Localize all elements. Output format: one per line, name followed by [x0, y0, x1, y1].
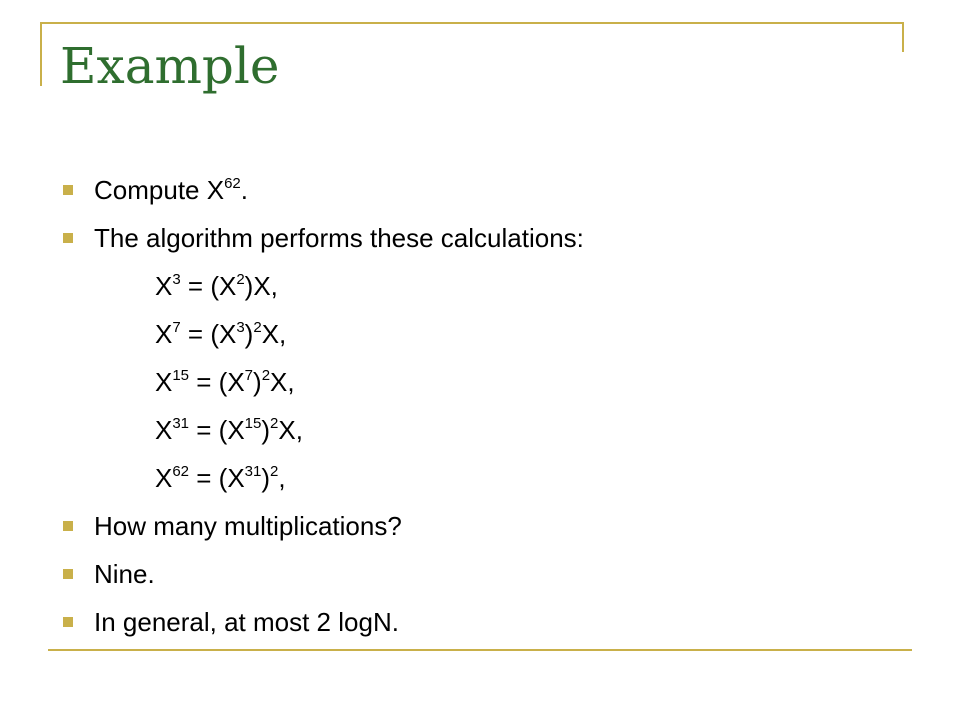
- formula-term: X: [155, 367, 173, 397]
- formula-line-3: [60, 358, 920, 406]
- exponent: 2: [270, 415, 279, 432]
- exponent: 62: [172, 463, 190, 480]
- bullet-how-many: [60, 502, 920, 550]
- frame-bottom-rule: [48, 649, 912, 651]
- exponent: 7: [244, 367, 254, 384]
- bullet-general: [60, 598, 920, 646]
- formula-term: ,: [278, 463, 286, 493]
- formula-line-2: [60, 310, 920, 358]
- frame-right-rule: [902, 22, 904, 52]
- formula-term: X,: [278, 415, 303, 445]
- formula-term: ): [253, 367, 262, 397]
- formula-term: X: [155, 319, 173, 349]
- bullet-square-icon: [63, 233, 73, 243]
- frame-left-rule: [40, 22, 42, 86]
- formula-term: = (X: [180, 271, 237, 301]
- formula-term: ): [261, 463, 271, 493]
- bullet-square-icon: [63, 617, 73, 627]
- slide-title: Example: [60, 37, 280, 95]
- bullet-text: Compute X: [94, 175, 225, 205]
- formula-term: = (X: [189, 367, 245, 397]
- exponent: 2: [236, 271, 245, 288]
- slide-content: [60, 166, 920, 646]
- bullet-square-icon: [63, 185, 73, 195]
- formula-term: X: [155, 463, 173, 493]
- bullet-nine: [60, 550, 920, 598]
- formula-term: X,: [270, 367, 295, 397]
- formula-line-5: [60, 454, 920, 502]
- bullet-text: How many multiplications?: [94, 511, 402, 541]
- formula-term: = (X: [189, 415, 245, 445]
- exponent: 31: [172, 415, 190, 432]
- exponent: 2: [270, 463, 279, 480]
- bullet-compute: [60, 166, 920, 214]
- formula-line-1: [60, 262, 920, 310]
- formula-term: = (X: [189, 463, 245, 493]
- formula-term: ): [244, 319, 254, 349]
- bullet-square-icon: [63, 521, 73, 531]
- formula-line-4: [60, 406, 920, 454]
- exponent: 3: [172, 271, 181, 288]
- formula-term: = (X: [180, 319, 237, 349]
- formula-term: )X,: [244, 271, 278, 301]
- exponent: 2: [261, 367, 271, 384]
- bullet-algorithm: [60, 214, 920, 262]
- formula-term: X: [155, 271, 173, 301]
- bullet-text: The algorithm performs these calculations:: [94, 223, 584, 253]
- exponent: 15: [244, 415, 262, 432]
- formula-term: X,: [261, 319, 287, 349]
- bullet-text: In general, at most 2 logN.: [94, 607, 399, 637]
- bullet-text: Nine.: [94, 559, 155, 589]
- frame-top-rule: [40, 22, 904, 24]
- exponent: 3: [236, 319, 245, 336]
- exponent: 31: [244, 463, 262, 480]
- exponent: 7: [172, 319, 181, 336]
- exponent: 62: [224, 175, 241, 192]
- bullet-tail: .: [240, 175, 248, 205]
- exponent: 15: [172, 367, 190, 384]
- exponent: 2: [253, 319, 262, 336]
- formula-term: ): [261, 415, 271, 445]
- bullet-square-icon: [63, 569, 73, 579]
- formula-term: X: [155, 415, 173, 445]
